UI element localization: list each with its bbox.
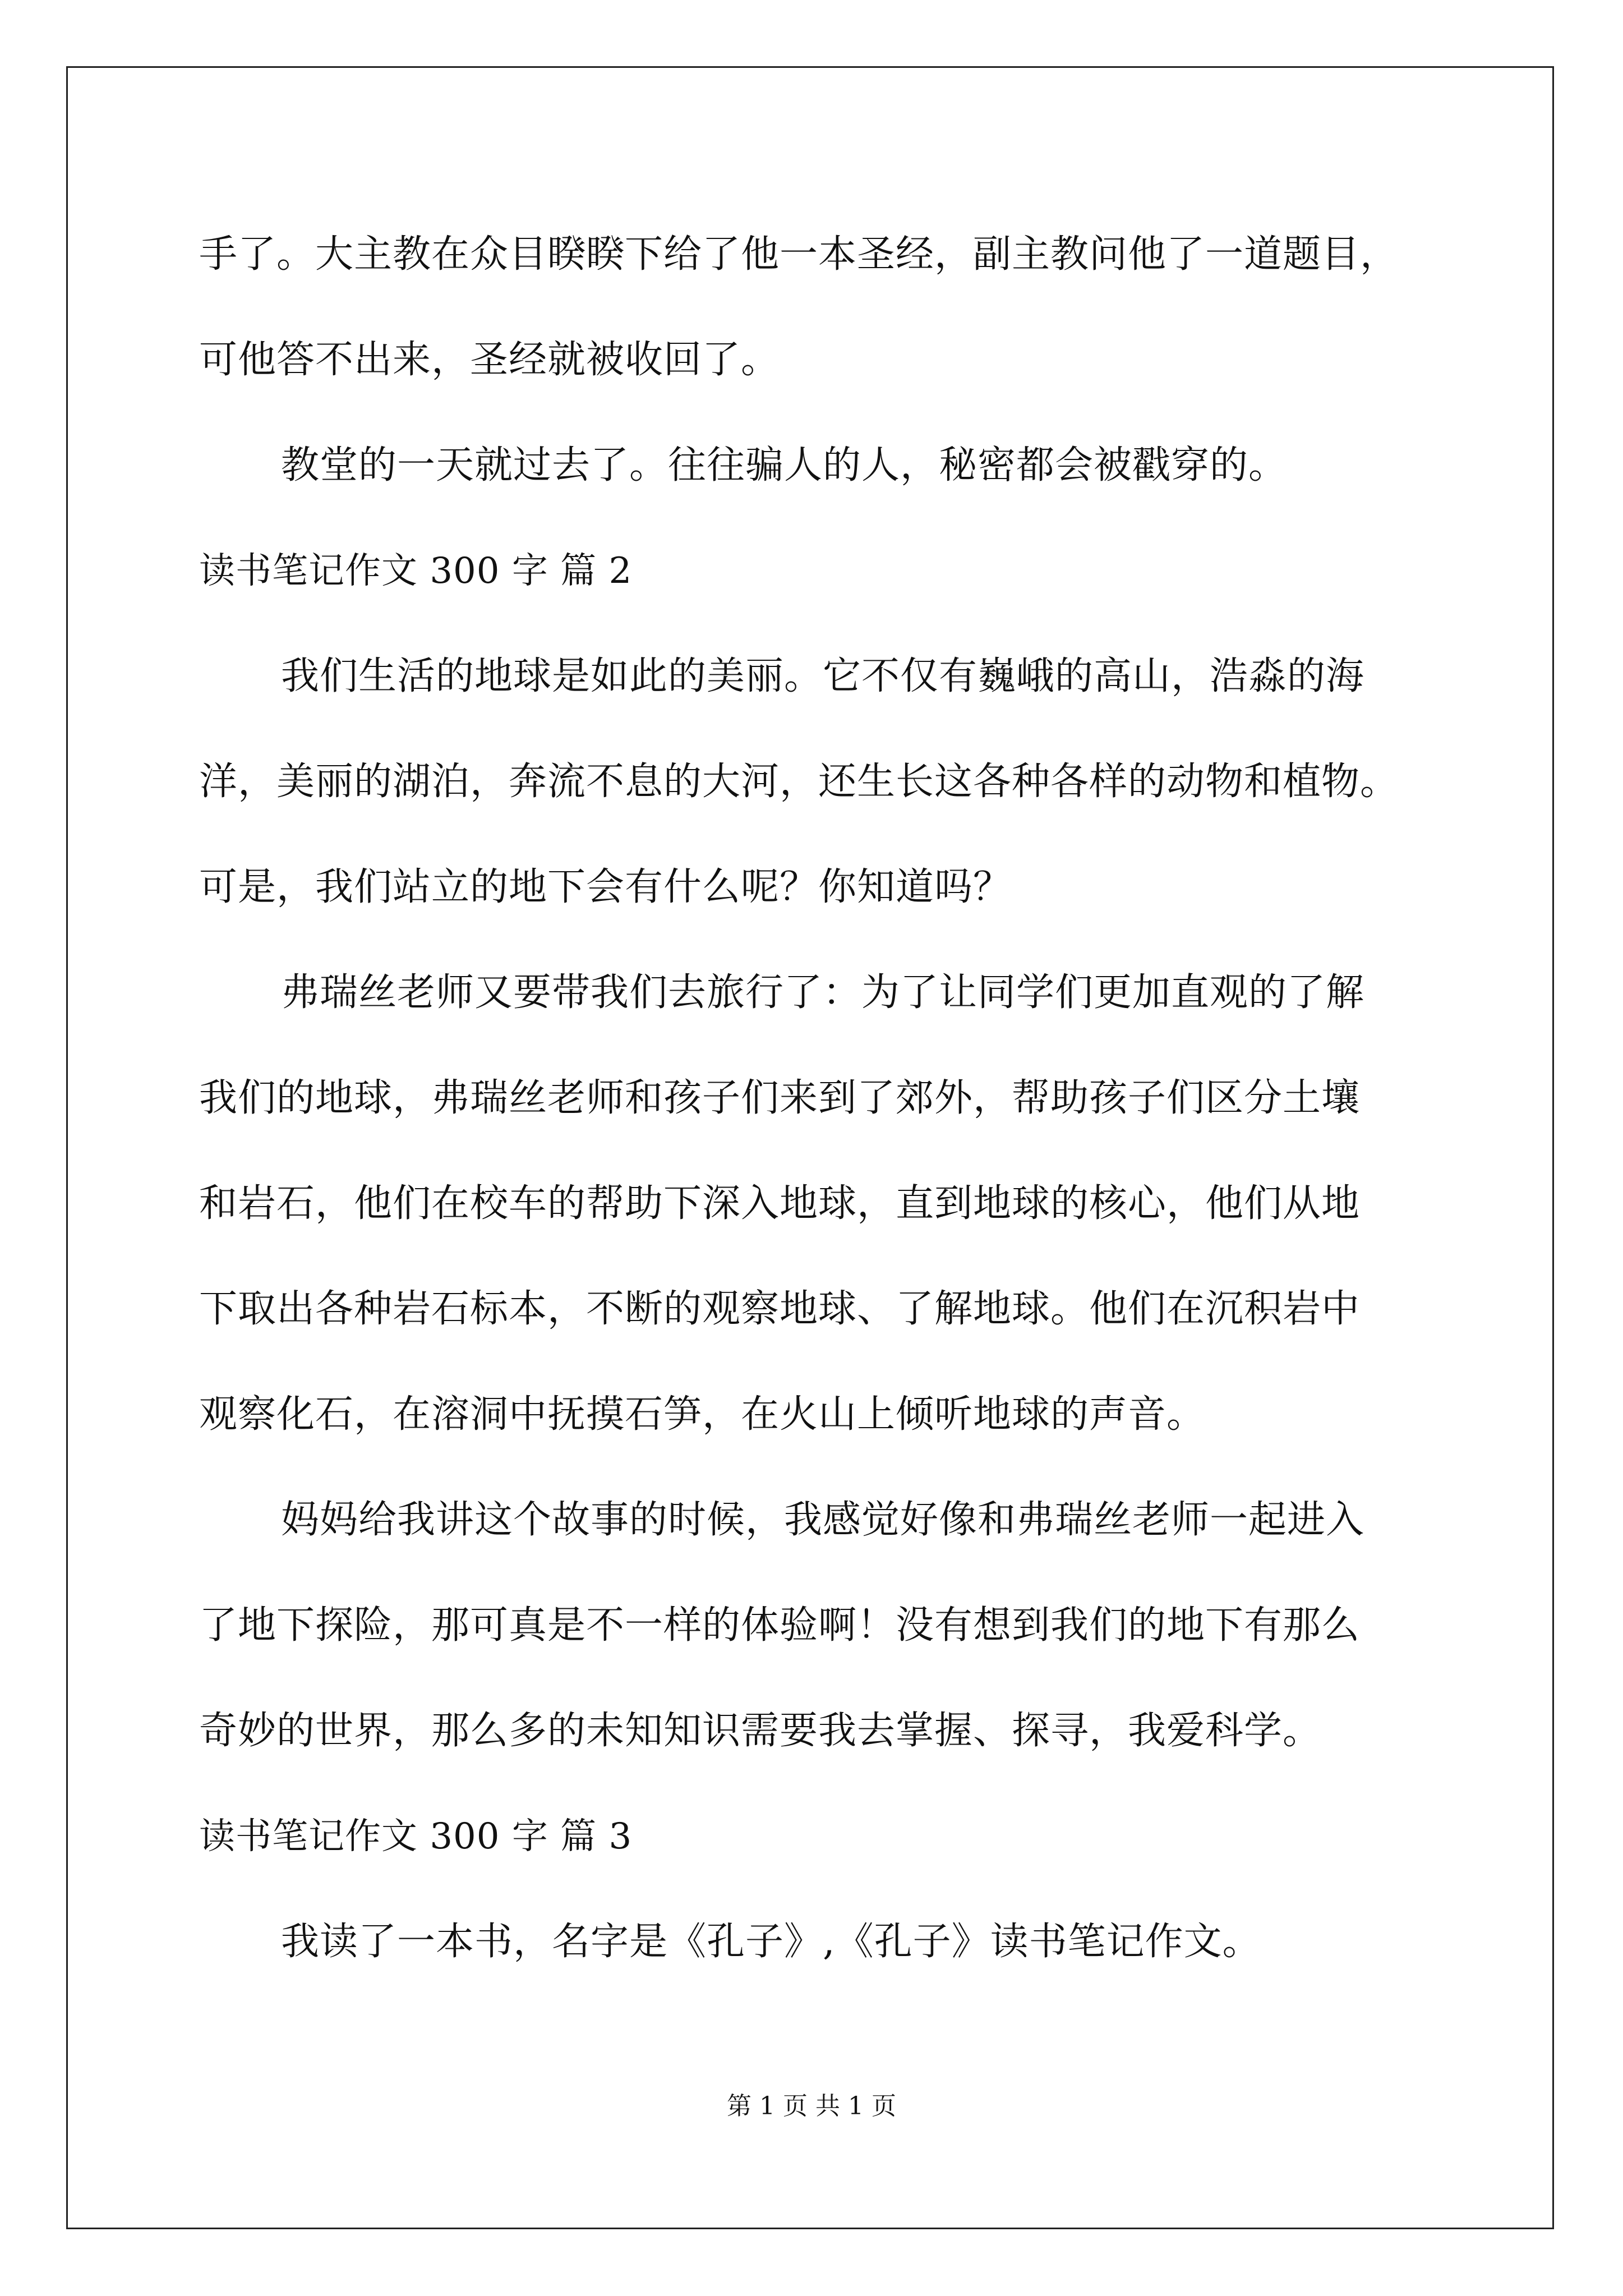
paragraph-start-line: 弗瑞丝老师又要带我们去旅行了：为了让同学们更加直观的了解 bbox=[281, 970, 1365, 1015]
paragraph-start-line: 我读了一本书，名字是《孔子》,《孔子》读书笔记作文。 bbox=[281, 1920, 1261, 1964]
document-body bbox=[199, 202, 1461, 1995]
section-heading-3: 读书笔记作文 300 字 篇 3 bbox=[199, 1816, 633, 1857]
text-line: 可是，我们站立的地下会有什么呢？你知道吗？ bbox=[199, 865, 1012, 909]
text-line-1: 手了。大主教在众目睽睽下给了他一本圣经，副主教问他了一道题目， bbox=[199, 232, 1399, 277]
paragraph-start-line: 我们生活的地球是如此的美丽。它不仅有巍峨的高山，浩淼的海 bbox=[281, 654, 1365, 698]
text-line-2: 可他答不出来，圣经就被收回了。 bbox=[199, 338, 780, 382]
paragraph-start-line: 妈妈给我讲这个故事的时候，我感觉好像和弗瑞丝老师一起进入 bbox=[281, 1498, 1365, 1542]
text-line: 了地下探险，那可真是不一样的体验啊！没有想到我们的地下有那么 bbox=[199, 1603, 1361, 1648]
text-line: 和岩石，他们在校车的帮助下深入地球，直到地球的核心，他们从地 bbox=[199, 1181, 1361, 1226]
paragraph-start-line: 教堂的一天就过去了。往往骗人的人，秘密都会被戳穿的。 bbox=[281, 443, 1288, 487]
text-line: 奇妙的世界，那么多的未知知识需要我去掌握、探寻，我爱科学。 bbox=[199, 1709, 1322, 1753]
text-line: 观察化石，在溶洞中抚摸石笋，在火山上倾听地球的声音。 bbox=[199, 1392, 1206, 1437]
text-line: 我们的地球，弗瑞丝老师和孩子们来到了郊外，帮助孩子们区分土壤 bbox=[199, 1076, 1361, 1120]
text-line: 下取出各种岩石标本，不断的观察地球、了解地球。他们在沉积岩中 bbox=[199, 1287, 1361, 1331]
page-footer: 第 1 页 共 1 页 bbox=[727, 2092, 896, 2120]
text-line: 洋，美丽的湖泊，奔流不息的大河，还生长这各种各样的动物和植物。 bbox=[199, 760, 1399, 804]
section-heading-2: 读书笔记作文 300 字 篇 2 bbox=[199, 550, 633, 592]
